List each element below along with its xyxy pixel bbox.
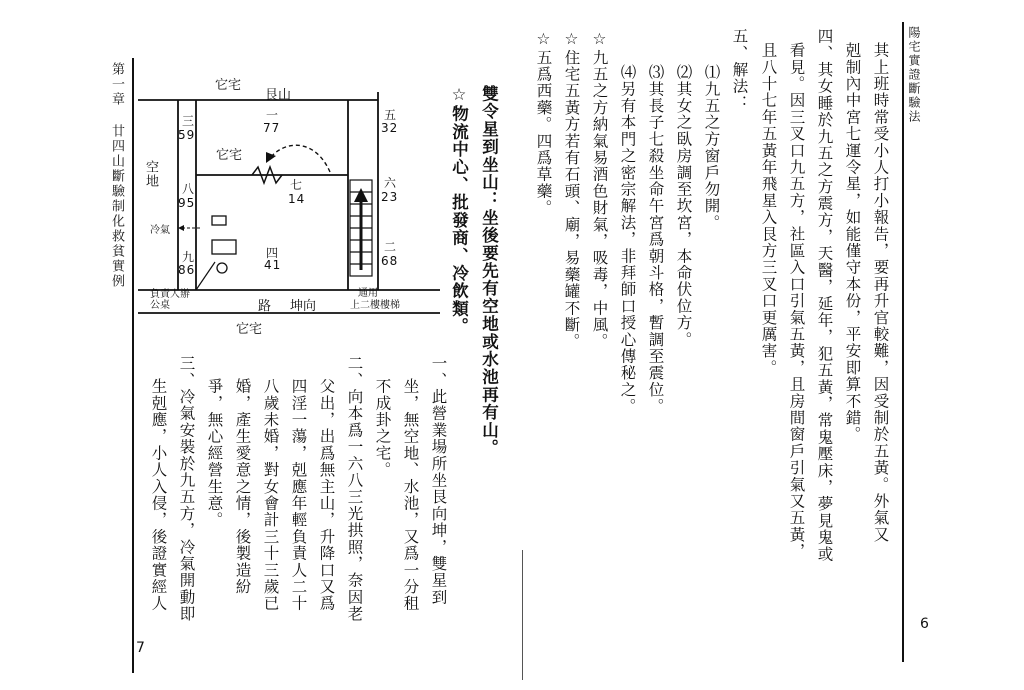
- palace-6-name: 六: [384, 176, 398, 190]
- palace-7-name: 七: [290, 178, 304, 192]
- body-column-9: 爭，無心經營生意。: [205, 378, 224, 529]
- body-column-4: 二、向本爲一六八三光拱照，奈因老: [345, 355, 364, 623]
- palace-3-stars: 59: [178, 128, 196, 142]
- label-empty-lot: 空地: [143, 160, 158, 189]
- body-column-11: ☆九五之方納氣易酒色財氣，吸毒，中風。: [590, 30, 609, 350]
- page-header: 陽宅實證斷驗法: [907, 26, 921, 124]
- body-column-9: ⑶其長子七殺坐命午宮爲朝斗格，暫調至震位。: [646, 64, 665, 415]
- body-column-4: 看見。因三叉口九五方，社區入口引氣五黃，且房間窗戶引氣又五黃，: [787, 42, 806, 560]
- body-column-8: ⑵其女之臥房調至坎宮，本命伏位方。: [674, 64, 693, 348]
- body-column-10: 三、冷氣安裝於九五方，冷氣開動即: [177, 355, 196, 623]
- palace-1-stars: 77: [263, 121, 281, 135]
- label-stairs-2: 上二樓樓梯: [350, 300, 400, 311]
- label-top-outside: 它宅: [215, 78, 242, 93]
- palace-7-stars: 14: [288, 192, 306, 206]
- palace-8-name: 八: [182, 182, 196, 196]
- palace-9-name: 九: [182, 250, 196, 264]
- body-column-3: 四、其女睡於九五之方震方，天醫，延年，犯五黃，常鬼壓床，夢見鬼或: [815, 28, 834, 563]
- body-column-8: 婚，產生愛意之情，後製造紛: [233, 378, 252, 596]
- body-column-12: ☆住宅五黃方若有石頭、廟，易藥罐不斷。: [562, 30, 581, 350]
- page-number: 7: [136, 640, 145, 656]
- body-column-1: 一、此營業場所坐艮向坤，雙星到: [429, 355, 448, 606]
- body-column-1: 其上班時常受小人打小報告，要再升官較難，因受制於五黃。外氣又: [871, 42, 890, 543]
- body-column-6: 五、解法：: [730, 28, 749, 112]
- palace-5-name: 五: [384, 108, 398, 122]
- label-bottom-outside: 它宅: [236, 322, 263, 337]
- section-heading: 雙令星到坐山：坐後要先有空地或水池再有山。: [479, 85, 499, 457]
- palace-2-stars: 68: [381, 254, 399, 268]
- body-column-5: 父出，出爲無主山，升降口又爲: [317, 378, 336, 612]
- body-column-2: 剋制內中宮七運令星，如能僅守本份，平安即算不錯。: [843, 42, 862, 443]
- palace-2-name: 二: [384, 240, 398, 254]
- category-heading: ☆物流中心、批發商、冷飲類。: [449, 85, 469, 336]
- label-manager-desk: 負責人辦公桌: [150, 289, 190, 311]
- palace-4-name: 四: [266, 246, 280, 260]
- label-road: 路: [258, 299, 272, 314]
- body-column-2: 坐，無空地、水池，又爲一分租: [401, 378, 420, 612]
- palace-5-stars: 32: [381, 121, 399, 135]
- chapter-header: 第一章 廿四山斷驗制化救貧實例: [109, 62, 124, 289]
- palace-6-stars: 23: [381, 190, 399, 204]
- label-stairs-1: 通用: [358, 288, 378, 299]
- palace-9-stars: 86: [178, 263, 196, 277]
- label-kun-direction: 坤向: [290, 299, 317, 314]
- palace-1-name: 一: [266, 108, 280, 122]
- palace-3-name: 三: [182, 114, 196, 128]
- body-column-3: 不成卦之宅。: [373, 378, 392, 479]
- page-number: 6: [920, 616, 929, 632]
- palace-8-stars: 95: [178, 196, 196, 210]
- body-column-13: ☆五爲西藥。四爲草藥。: [534, 30, 553, 217]
- label-inner-house: 它宅: [216, 148, 243, 163]
- body-column-11: 生剋應，小人入侵，後證實經人: [149, 378, 168, 612]
- body-column-10: ⑷另有本門之密宗解法，非拜師口授心傳秘之。: [618, 64, 637, 415]
- label-mountain: 艮山: [265, 88, 292, 103]
- body-column-7: 八歲未婚，對女會計三十三歲已: [261, 378, 280, 612]
- body-column-6: 四淫一蕩，剋應年輕負責人二十: [289, 378, 308, 612]
- label-air-conditioner: 冷氣: [150, 225, 170, 236]
- palace-4-stars: 41: [264, 258, 282, 272]
- body-column-7: ⑴九五之方窗戶勿開。: [702, 64, 721, 231]
- body-column-5: 且八十七年五黃年飛星入艮方三叉口更厲害。: [759, 42, 778, 376]
